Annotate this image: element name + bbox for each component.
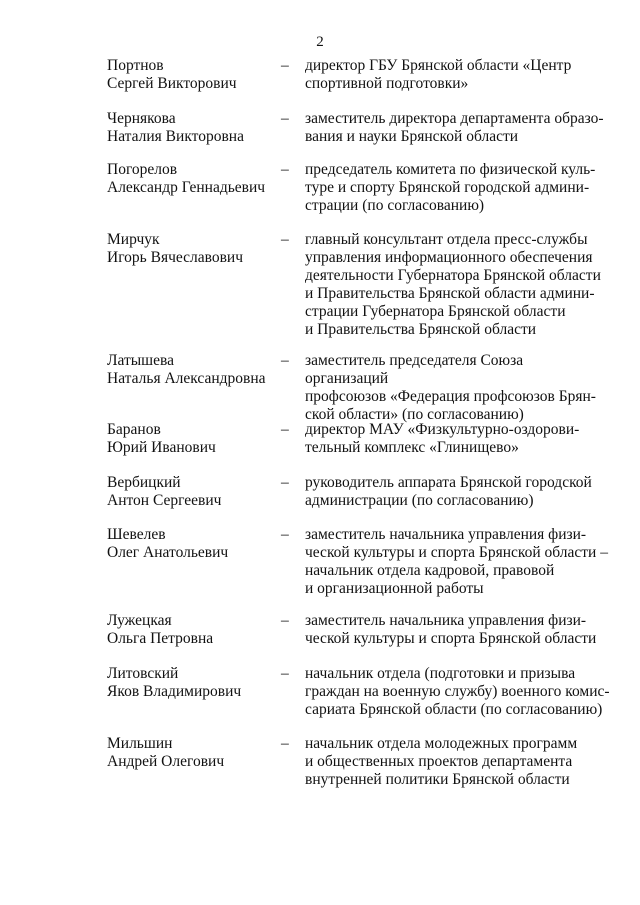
member-name: Латышева Наталья Александровна: [107, 352, 266, 387]
member-role: начальник отдела молодежных программ и общественных проектов департамента внутренней политики Брянской области: [305, 735, 578, 788]
dash-separator: –: [281, 612, 289, 629]
member-name: Погорелов Александр Геннадьевич: [107, 161, 266, 196]
member-name: Шевелев Олег Анатольевич: [107, 526, 229, 561]
member-role: руководитель аппарата Брянской городской администрации (по согласованию): [305, 474, 592, 509]
dash-separator: –: [281, 161, 289, 178]
member-role: директор ГБУ Брянской области «Центр спортивной подготовки»: [305, 57, 572, 92]
dash-separator: –: [281, 665, 289, 682]
member-role: заместитель начальника управления физи- ческой культуры и спорта Брянской области – начальник отдела кадровой, правовой и организационной работы: [305, 526, 608, 597]
member-role: главный консультант отдела пресс-службы управления информационного обеспечения деятельности Губернатора Брянской области и Правительства Брянской области админи- страции Губернатора Брянской области и Правительства Брянской области: [305, 231, 601, 338]
member-role: заместитель председателя Союза организаций профсоюзов «Федерация профсоюзов Брян- ской области» (по согласованию): [305, 352, 596, 423]
dash-separator: –: [281, 526, 289, 543]
member-name: Баранов Юрий Иванович: [107, 421, 216, 456]
member-name: Лужецкая Ольга Петровна: [107, 612, 214, 647]
dash-separator: –: [281, 352, 289, 369]
dash-separator: –: [281, 110, 289, 127]
member-role: начальник отдела (подготовки и призыва граждан на военную службу) военного комис- сариата Брянской области (по согласованию): [305, 665, 610, 718]
dash-separator: –: [281, 474, 289, 491]
member-role: заместитель начальника управления физи- ческой культуры и спорта Брянской области: [305, 612, 597, 647]
dash-separator: –: [281, 735, 289, 752]
member-role: председатель комитета по физической куль- туре и спорту Брянской городской админи- страции (по согласованию): [305, 161, 596, 214]
dash-separator: –: [281, 421, 289, 438]
member-role: заместитель директора департамента образо- вания и науки Брянской области: [305, 110, 604, 145]
dash-separator: –: [281, 57, 289, 74]
member-name: Мирчук Игорь Вячеславович: [107, 231, 244, 266]
member-name: Литовский Яков Владимирович: [107, 665, 242, 700]
dash-separator: –: [281, 231, 289, 248]
member-name: Портнов Сергей Викторович: [107, 57, 237, 92]
member-name: Вербицкий Антон Сергеевич: [107, 474, 222, 509]
member-name: Мильшин Андрей Олегович: [107, 735, 225, 770]
member-role: директор МАУ «Физкультурно-оздорови- тельный комплекс «Глинищево»: [305, 421, 580, 456]
page-number: 2: [316, 34, 324, 50]
member-name: Чернякова Наталия Викторовна: [107, 110, 244, 145]
